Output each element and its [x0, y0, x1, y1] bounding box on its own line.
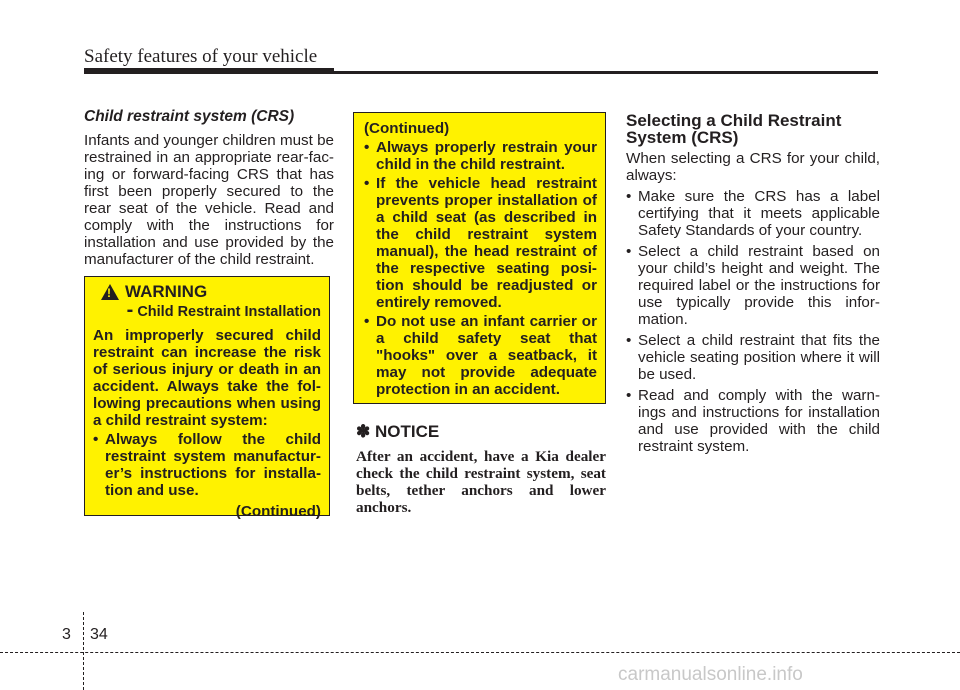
footer-crop-line-vertical [83, 612, 84, 690]
warning-subtitle: Child Restraint Installation [137, 304, 321, 320]
warning-triangle-icon [101, 284, 119, 300]
selecting-bullet [626, 332, 880, 383]
header-rule [84, 71, 878, 74]
warning-subtitle-row [93, 299, 321, 321]
warning-bullet [93, 431, 321, 499]
column-right [626, 112, 880, 455]
continued-bullet [364, 139, 597, 173]
bullet-dot: • [626, 243, 632, 260]
continued-bullet-text: If the vehicle head restraint prevents proper installation of a child seat (as described in the child restraint system manual), the head restraint of the respective seating posi-tion should be readjusted or entirely removed. [376, 175, 597, 311]
bullet-dot: • [626, 387, 632, 404]
column-left [84, 108, 334, 268]
footer-crop-line-horizontal [0, 652, 960, 653]
continued-bullet-text: Always properly restrain your child in the child restraint. [376, 139, 597, 173]
warning-continued: (Continued) [235, 503, 321, 520]
bullet-dot: • [93, 431, 99, 448]
selecting-bullet-text: Select a child restraint that fits the vehicle seating position where it will be used. [638, 332, 880, 383]
notice-body: After an accident, have a Kia dealer check the child restraint system, seat belts, tether anchors and lower anchors. [356, 448, 606, 516]
notice-title: NOTICE [374, 422, 440, 441]
watermark: carmanualsonline.info [618, 664, 803, 685]
continued-warning-box [353, 112, 606, 404]
selecting-bullet [626, 387, 880, 455]
page-section-number: 3 [62, 626, 71, 643]
bullet-dot: • [626, 332, 632, 349]
warning-box [84, 276, 330, 520]
warning-bullet-text: Always follow the child restraint system manufactur-er’s instructions for installa-tion and use. [105, 431, 321, 499]
continued-heading: (Continued) [364, 120, 450, 137]
bullet-dot: • [364, 313, 370, 330]
selecting-intro: When selecting a CRS for your child, always: [626, 150, 880, 184]
notice-section [356, 422, 606, 516]
section-title-crs: Child restraint system (CRS) [84, 108, 295, 125]
warning-subtitle-dash: - [126, 299, 134, 321]
selecting-bullet-text: Select a child restraint based on your child’s height and weight. The required label or the instructions for use typically provide this infor-mation. [638, 243, 880, 328]
continued-bullet-text: Do not use an infant carrier or a child safety seat that "hooks" over a seatback, it may not provide adequate protection in an accident. [376, 313, 597, 398]
crs-paragraph: Infants and younger children must be restrained in an appropriate rear-fac-ing or forward-facing CRS that has first been properly secured to the rear seat of the vehicle. Read and comply with the instructions for installation and use provided by the manufacturer of the child restraint. [84, 132, 334, 268]
bullet-dot: • [364, 175, 370, 192]
asterisk-icon: ✽ [356, 422, 371, 441]
selecting-bullet [626, 188, 880, 239]
bullet-dot: • [626, 188, 632, 205]
page-header-title: Safety features of your vehicle [84, 46, 318, 67]
warning-title: WARNING [125, 282, 208, 301]
bullet-dot: • [364, 139, 370, 156]
selecting-bullet-text: Read and comply with the warn-ings and instructions for installation and use provided with the child restraint system. [638, 387, 880, 455]
selecting-bullet [626, 243, 880, 328]
continued-bullet [364, 175, 597, 311]
page-number: 34 [90, 626, 108, 643]
section-title-selecting: Selecting a Child Restraint System (CRS) [626, 111, 842, 147]
warning-body: An improperly secured child restraint can increase the risk of serious injury or death in an accident. Always take the fol-lowing precautions when using a child restraint system: [93, 327, 321, 429]
warning-header [101, 283, 321, 300]
notice-heading [356, 422, 606, 442]
selecting-bullet-text: Make sure the CRS has a label certifying that it meets applicable Safety Standards of your country. [638, 188, 880, 239]
continued-bullet [364, 313, 597, 398]
